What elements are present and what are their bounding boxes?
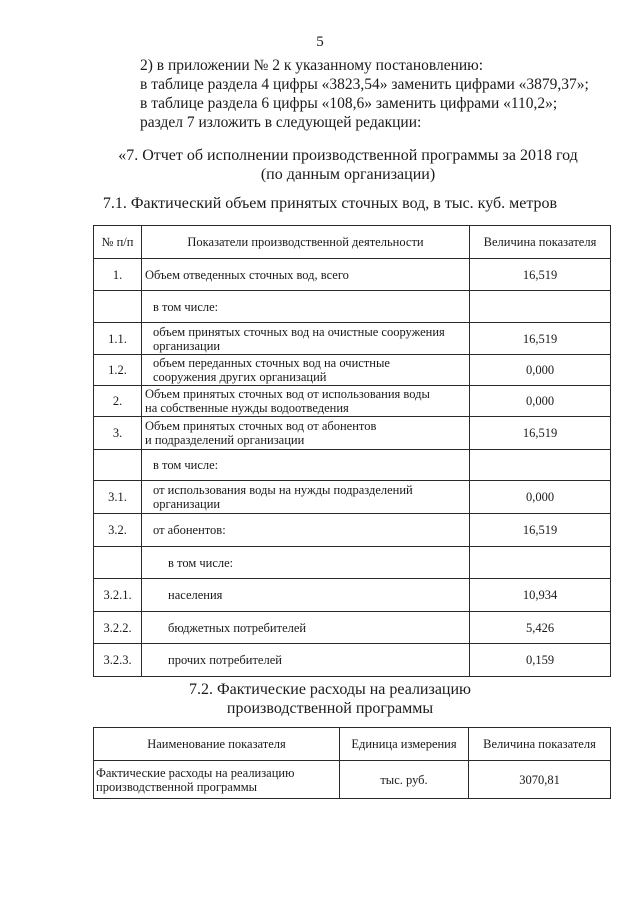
row-number: 3.2.2. [94, 612, 142, 644]
row-number [94, 291, 142, 323]
header-value: Величина показателя [469, 728, 611, 761]
row-value: 16,519 [470, 514, 611, 547]
row-name [94, 761, 340, 799]
row-number: 1.1. [94, 323, 142, 355]
section-7-2-subtitle: производственной программы [226, 700, 434, 717]
table-row [94, 514, 611, 547]
row-value: 0,159 [470, 644, 611, 677]
row-value: 5,426 [470, 612, 611, 644]
section-7-1-heading: 7.1. Фактический объем принятых сточных вод, в тыс. куб. метров [102, 195, 558, 212]
indicator-line: в том числе: [153, 299, 219, 314]
row-value: 3070,81 [469, 761, 611, 799]
row-value: 0,000 [470, 481, 611, 514]
table-header-row [94, 728, 611, 761]
wastewater-volume-table [93, 225, 611, 677]
indicator-line: Объем принятых сточных вод от использования воды [145, 387, 430, 401]
row-value: 0,000 [470, 386, 611, 417]
row-indicator [142, 514, 470, 547]
indicator-line: объем принятых сточных вод на очистные сооружения [153, 324, 445, 339]
row-indicator [142, 547, 470, 579]
indicator-line: от абонентов: [153, 523, 226, 537]
row-value: 16,519 [470, 259, 611, 291]
row-number: 3.1. [94, 481, 142, 514]
table-row [94, 386, 611, 417]
indicator-line: бюджетных потребителей [168, 620, 307, 635]
indicator-line: организации [153, 338, 221, 353]
table-row [94, 291, 611, 323]
row-indicator [142, 259, 470, 291]
row-number: 3. [94, 417, 142, 450]
indicator-line: прочих потребителей [168, 653, 282, 667]
intro-paragraph [140, 56, 620, 132]
table-row [94, 547, 611, 579]
table-row [94, 417, 611, 450]
row-value: 16,519 [470, 323, 611, 355]
header-unit: Единица измерения [340, 728, 469, 761]
row-value: 10,934 [470, 579, 611, 612]
table-row [94, 450, 611, 481]
row-indicator [142, 355, 470, 386]
row-number: 2. [94, 386, 142, 417]
page-number: 5 [316, 34, 324, 50]
row-indicator [142, 612, 470, 644]
header-indicator: Показатели производственной деятельности [142, 226, 470, 259]
row-number [94, 547, 142, 579]
header-number: № п/п [94, 226, 142, 259]
row-indicator [142, 323, 470, 355]
row-indicator [142, 644, 470, 677]
indicator-line: на собственные нужды водоотведения [145, 401, 349, 415]
row-number: 1.2. [94, 355, 142, 386]
intro-line: в таблице раздела 4 цифры «3823,54» заменить цифрами «3879,37»; [140, 76, 589, 93]
table-row [94, 323, 611, 355]
intro-line: раздел 7 изложить в следующей редакции: [140, 114, 422, 131]
indicator-line: в том числе: [168, 555, 234, 570]
header-value: Величина показателя [470, 226, 611, 259]
indicator-line: населения [168, 588, 223, 602]
table-row [94, 259, 611, 291]
row-indicator [142, 417, 470, 450]
indicator-line: от использования воды на нужды подразделений [153, 483, 413, 497]
row-indicator [142, 386, 470, 417]
expenses-table [93, 727, 611, 799]
row-number: 3.2. [94, 514, 142, 547]
row-number: 3.2.3. [94, 644, 142, 677]
section-7-heading [28, 146, 640, 184]
row-number [94, 450, 142, 481]
indicator-line: в том числе: [153, 458, 219, 472]
header-name: Наименование показателя [94, 728, 340, 761]
intro-line: в таблице раздела 6 цифры «108,6» заменить цифрами «110,2»; [140, 95, 558, 112]
row-value: 0,000 [470, 355, 611, 386]
row-value: 16,519 [470, 417, 611, 450]
indicator-line: Объем принятых сточных вод от абонентов [145, 419, 377, 433]
indicator-line: и подразделений организации [145, 433, 305, 447]
row-number: 1. [94, 259, 142, 291]
row-indicator [142, 579, 470, 612]
row-indicator [142, 481, 470, 514]
row-number: 3.2.1. [94, 579, 142, 612]
row-indicator [142, 291, 470, 323]
table-header-row [94, 226, 611, 259]
row-indicator [142, 450, 470, 481]
table-row [94, 612, 611, 644]
row-value [470, 547, 611, 579]
row-value [470, 450, 611, 481]
section-7-subtitle: (по данным организации) [260, 166, 436, 183]
indicator-line: сооружения других организаций [153, 370, 327, 384]
section-7-2-heading [10, 680, 640, 718]
indicator-line: Объем отведенных сточных вод, всего [145, 267, 349, 282]
row-value [470, 291, 611, 323]
indicator-line: организации [153, 497, 221, 511]
table-row [94, 644, 611, 677]
name-line: производственной программы [96, 779, 258, 794]
section-7-2-title: 7.2. Фактические расходы на реализацию [188, 681, 471, 698]
name-line: Фактические расходы на реализацию [96, 765, 295, 780]
table-row [94, 761, 611, 799]
intro-line: 2) в приложении № 2 к указанному постановлению: [140, 57, 484, 74]
table-row [94, 481, 611, 514]
table-row [94, 355, 611, 386]
section-7-title: «7. Отчет об исполнении производственной программы за 2018 год [118, 147, 578, 164]
row-unit: тыс. руб. [340, 761, 469, 799]
indicator-line: объем переданных сточных вод на очистные [153, 356, 390, 370]
table-row [94, 579, 611, 612]
